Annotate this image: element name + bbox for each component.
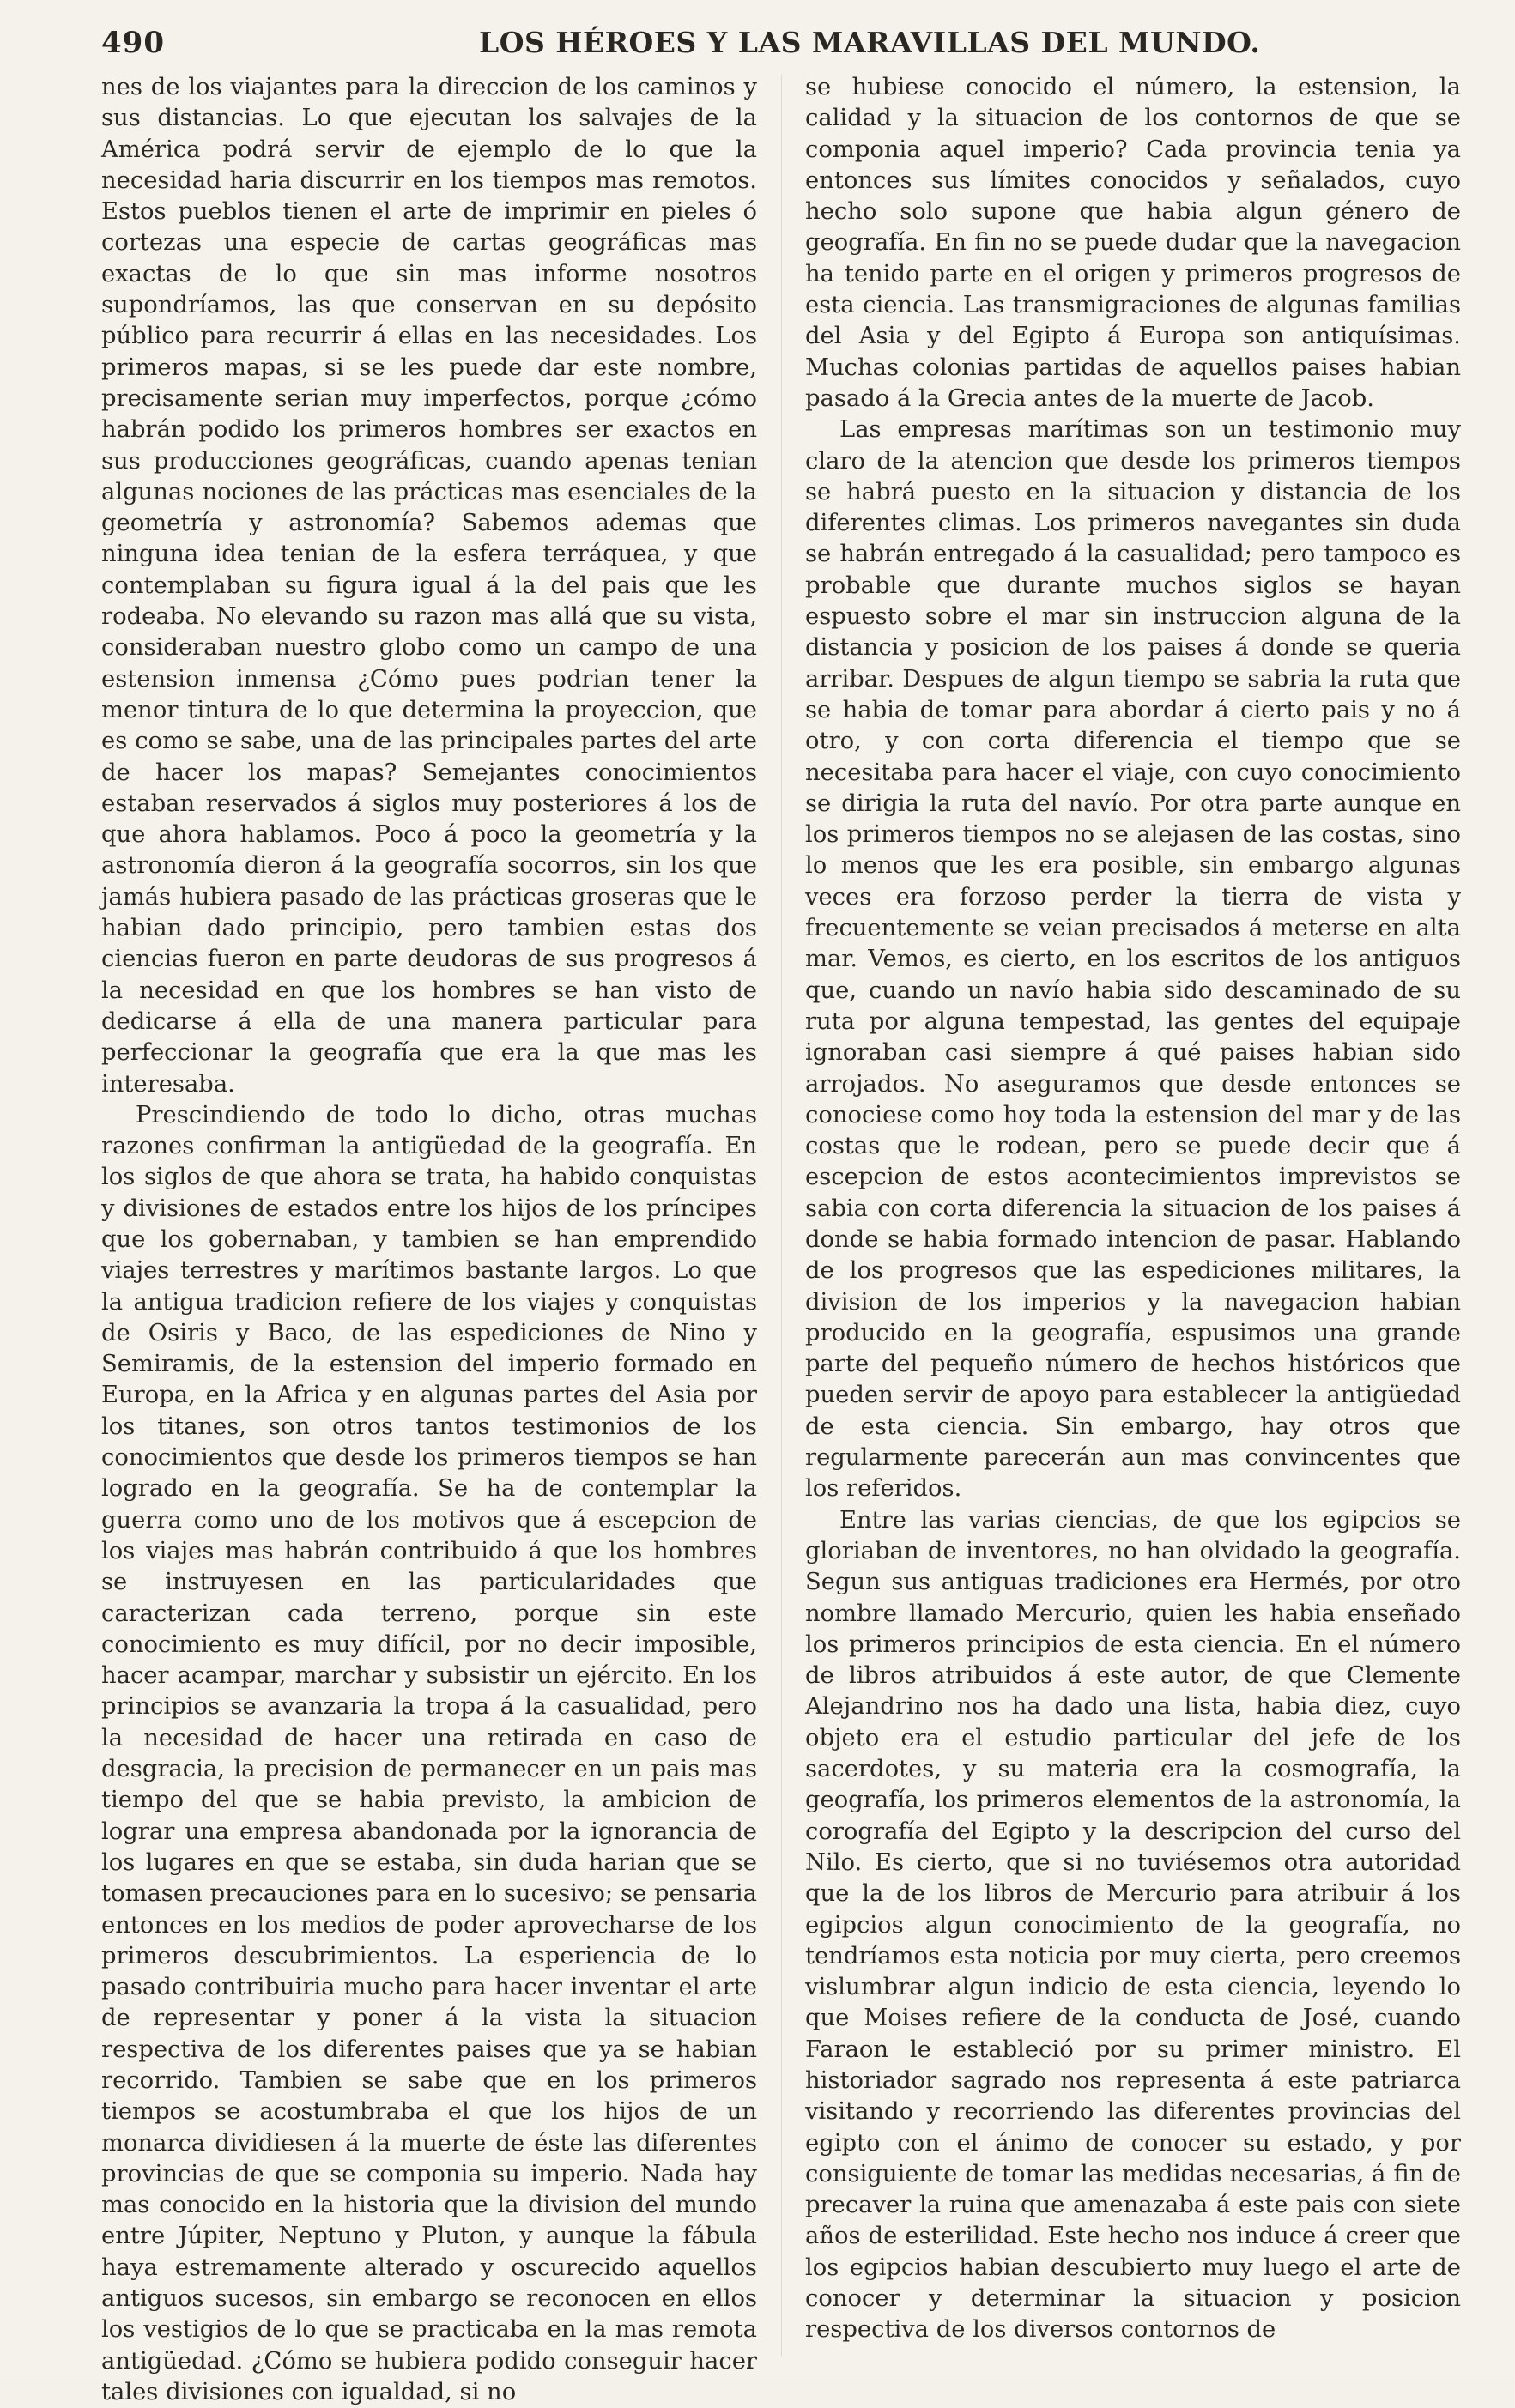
column-divider <box>781 74 782 2357</box>
paragraph: Entre las varias ciencias, de que los egipcios se gloriaban de inventores, no han olvidado la geografía. Segun sus antiguas tradiciones era Hermés, por otro nombre llamado Mercurio, quien les habia enseñado los primeros principios de esta ciencia. En el número de libros atribuidos á este autor, de que Clemente Alejandrino nos ha dado una lista, habia diez, cuyo objeto era el estudio particular del jefe de los sacerdotes, y su materia era la cosmografía, la geografía, los primeros elementos de la astronomía, la corografía del Egipto y la descripcion del curso del Nilo. Es cierto, que si no tuviésemos otra autoridad que la de los libros de Mercurio para atribuir á los egipcios algun conocimiento de la geografía, no tendríamos esta noticia por muy cierta, pero creemos vislumbrar algun indicio de esta ciencia, leyendo lo que Moises refiere de la conducta de José, cuando Faraon le estableció por su primer ministro. El historiador sagrado nos representa á este patriarca visitando y recorriendo las diferentes provincias del egipto con el ánimo de conocer su estado, y por consiguiente de tomar las medidas necesarias, á fin de precaver la ruina que amenazaba á este pais con siete años de esterilidad. Este hecho nos induce á creer que los egipcios habian descubierto muy luego el arte de conocer y determinar la situacion y posicion respectiva de los diversos contornos de <box>805 1506 1461 2344</box>
page-number: 490 <box>101 26 165 60</box>
left-column <box>101 72 757 2405</box>
running-head <box>101 26 1462 64</box>
running-title: LOS HÉROES Y LAS MARAVILLAS DEL MUNDO. <box>479 26 1261 59</box>
paragraph: Las empresas marítimas son un testimonio muy claro de la atencion que desde los primeros tiempos se habrá puesto en la situacion y distancia de los diferentes climas. Los primeros navegantes sin duda se habrán entregado á la casualidad; pero tampoco es probable que durante muchos siglos se hayan espuesto sobre el mar sin instruccion alguna de la distancia y posicion de los paises á donde se queria arribar. Despues de algun tiempo se sabria la ruta que se habia de tomar para abordar á cierto pais y no á otro, y con corta diferencia el tiempo que se necesitaba para hacer el viaje, con cuyo conocimiento se dirigia la ruta del navío. Por otra parte aunque en los primeros tiempos no se alejasen de las costas, sino lo menos que les era posible, sin embargo algunas veces era forzoso perder la tierra de vista y frecuentemente se veian precisados á meterse en alta mar. Vemos, es cierto, en los escritos de los antiguos que, cuando un navío habia sido descaminado de su ruta por alguna tempestad, las gentes del equipaje ignoraban casi siempre á qué paises habian sido arrojados. No aseguramos que desde entonces se conociese como hoy toda la estension del mar y de las costas que le rodean, pero se puede decir que á escepcion de estos acontecimientos imprevistos se sabia con corta diferencia la situacion de los paises á donde se habia formado intencion de pasar. Hablando de los progresos que las espediciones militares, la division de los imperios y la navegacion habian producido en la geografía, espusimos una grande parte del pequeño número de hechos históricos que pueden servir de apoyo para establecer la antigüedad de esta ciencia. Sin embargo, hay otros que regularmente parecerán aun mas convincentes que los referidos. <box>805 416 1461 1503</box>
paragraph: Prescindiendo de todo lo dicho, otras muchas razones confirman la antigüedad de la geografía. En los siglos de que ahora se trata, ha habido conquistas y divisiones de estados entre los hijos de los príncipes que los gobernaban, y tambien se han emprendido viajes terrestres y marítimos bastante largos. Lo que la antigua tradicion refiere de los viajes y conquistas de Osiris y Baco, de las espediciones de Nino y Semiramis, de la estension del imperio formado en Europa, en la Africa y en algunas partes del Asia por los titanes, son otros tantos testimonios de los conocimientos que desde los primeros tiempos se han logrado en la geografía. Se ha de contemplar la guerra como uno de los motivos que á escepcion de los viajes mas habrán contribuido á que los hombres se instruyesen en las particularidades que caracterizan cada terreno, porque sin este conocimiento es muy difícil, por no decir imposible, hacer acampar, marchar y subsistir un ejército. En los principios se avanzaria la tropa á la casualidad, pero la necesidad de hacer una retirada en caso de desgracia, la precision de permanecer en un pais mas tiempo del que se habia previsto, la ambicion de lograr una empresa abandonada por la ignorancia de los lugares en que se estaba, sin duda harian que se tomasen precauciones para en lo sucesivo; se pensaria entonces en los medios de poder aprovecharse de los primeros descubrimientos. La esperiencia de lo pasado contribuiria mucho para hacer inventar el arte de representar y poner á la vista la situacion respectiva de los diferentes paises que ya se habian recorrido. Tambien se sabe que en los primeros tiempos se acostumbraba el que los hijos de un monarca dividiesen á la muerte de éste las diferentes provincias de que se componia su imperio. Nada hay mas conocido en la historia que la division del mundo entre Júpiter, Neptuno y Pluton, y aunque la fábula haya estremamente alterado y oscurecido aquellos antiguos sucesos, sin embargo se reconocen en ellos los vestigios de lo que se practicaba en la mas remota antigüedad. ¿Cómo se hubiera podido conseguir hacer tales divisiones con igualdad, si no <box>101 1101 757 2405</box>
right-column <box>805 72 1461 2355</box>
paragraph: nes de los viajantes para la direccion de los caminos y sus distancias. Lo que ejecutan los salvajes de la América podrá servir de ejemplo de lo que la necesidad haria discurrir en los tiempos mas remotos. Estos pueblos tienen el arte de imprimir en pieles ó cortezas una especie de cartas geográficas mas exactas de lo que sin mas informe nosotros supondríamos, las que conservan en su depósito público para recurrir á ellas en las necesidades. Los primeros mapas, si se les puede dar este nombre, precisamente serian muy imperfectos, porque ¿cómo habrán podido los primeros hombres ser exactos en sus producciones geográficas, cuando apenas tenian algunas nociones de las prácticas mas esenciales de la geometría y astronomía? Sabemos ademas que ninguna idea tenian de la esfera terráquea, y que contemplaban su figura igual á la del pais que les rodeaba. No elevando su razon mas allá que su vista, consideraban nuestro globo como un campo de una estension inmensa ¿Cómo pues podrian tener la menor tintura de lo que determina la proyeccion, que es como se sabe, una de las principales partes del arte de hacer los mapas? Semejantes conocimientos estaban reservados á siglos muy posteriores á los de que ahora hablamos. Poco á poco la geometría y la astronomía dieron á la geografía socorros, sin los que jamás hubiera pasado de las prácticas groseras que le habian dado principio, pero tambien estas dos ciencias fueron en parte deudoras de sus progresos á la necesidad en que los hombres se han visto de dedicarse á ella de una manera particular para perfeccionar la geografía que era la que mas les interesaba. <box>101 74 757 1098</box>
paragraph: se hubiese conocido el número, la estension, la calidad y la situacion de los contornos de que se componia aquel imperio? Cada provincia tenia ya entonces sus límites conocidos y señalados, cuyo hecho solo supone que habia algun género de geografía. En fin no se puede dudar que la navegacion ha tenido parte en el origen y primeros progresos de esta ciencia. Las transmigraciones de algunas familias del Asia y del Egipto á Europa son antiquísimas. Muchas colonias partidas de aquellos paises habian pasado á la Grecia antes de la muerte de Jacob. <box>805 74 1461 412</box>
